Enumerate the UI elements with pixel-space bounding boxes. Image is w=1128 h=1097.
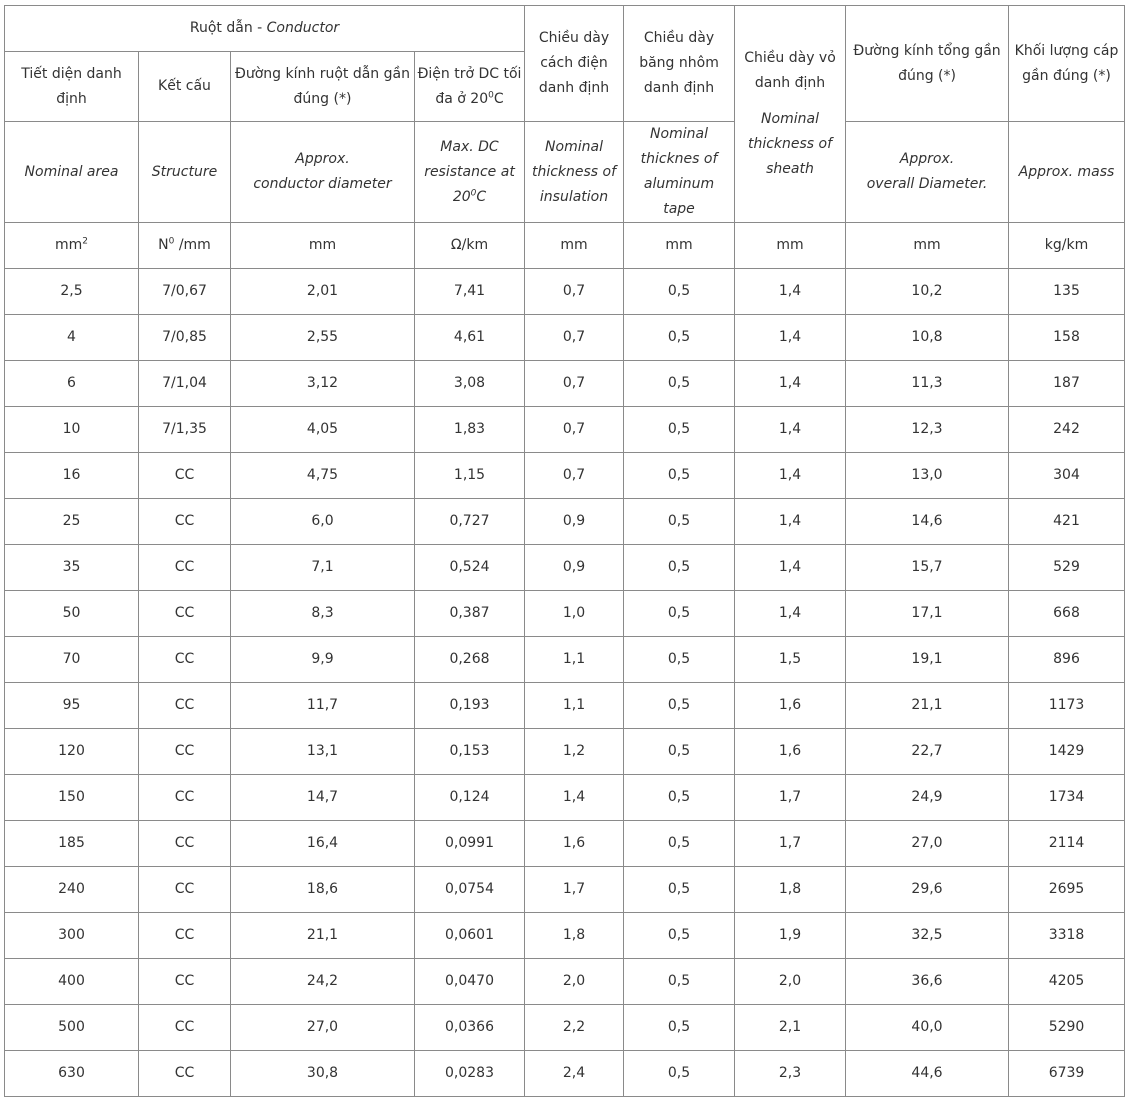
structure-cell: 7/1,35 bbox=[139, 407, 231, 453]
insulation-cell: 1,2 bbox=[525, 729, 624, 775]
insulation-cell: 0,7 bbox=[525, 407, 624, 453]
conductor-diameter-cell: 11,7 bbox=[231, 683, 415, 729]
conductor-diameter-cell: 18,6 bbox=[231, 867, 415, 913]
nominal-area-cell: 35 bbox=[5, 545, 139, 591]
mass-cell: 421 bbox=[1009, 499, 1125, 545]
structure-cell: CC bbox=[139, 591, 231, 637]
mass-cell: 529 bbox=[1009, 545, 1125, 591]
structure-unit: $N^0$ /mm bbox=[139, 223, 231, 269]
aluminum-tape-cell: 0,5 bbox=[624, 269, 735, 315]
overall-diameter-cell: 29,6 bbox=[846, 867, 1009, 913]
mass-cell: 242 bbox=[1009, 407, 1125, 453]
mass-cell: 896 bbox=[1009, 637, 1125, 683]
conductor-diameter-cell: 13,1 bbox=[231, 729, 415, 775]
mass-cell: 1429 bbox=[1009, 729, 1125, 775]
nominal-area-cell: 10 bbox=[5, 407, 139, 453]
table-row bbox=[5, 591, 1125, 637]
nominal-area-cell: 6 bbox=[5, 361, 139, 407]
dc-resistance-cell: 0,0991 bbox=[415, 821, 525, 867]
mass-cell: 668 bbox=[1009, 591, 1125, 637]
table-row bbox=[5, 361, 1125, 407]
nominal-area-cell: 630 bbox=[5, 1051, 139, 1097]
aluminum-tape-cell: 0,5 bbox=[624, 453, 735, 499]
insulation-cell: 1,1 bbox=[525, 637, 624, 683]
cable-spec-table bbox=[4, 5, 1125, 1097]
table-row bbox=[5, 775, 1125, 821]
insulation-cell: 0,7 bbox=[525, 361, 624, 407]
aluminum-tape-cell: 0,5 bbox=[624, 821, 735, 867]
structure-header-en: Structure bbox=[139, 122, 231, 223]
mass-cell: 1173 bbox=[1009, 683, 1125, 729]
conductor-diameter-header-en: Approx. conductor diameter bbox=[231, 122, 415, 223]
aluminum-tape-cell: 0,5 bbox=[624, 913, 735, 959]
nominal-area-cell: 120 bbox=[5, 729, 139, 775]
dc-resistance-cell: 0,124 bbox=[415, 775, 525, 821]
aluminum-tape-cell: 0,5 bbox=[624, 959, 735, 1005]
insulation-cell: 0,7 bbox=[525, 269, 624, 315]
table-row bbox=[5, 867, 1125, 913]
structure-cell: CC bbox=[139, 959, 231, 1005]
overall-diameter-cell: 44,6 bbox=[846, 1051, 1009, 1097]
mass-cell: 2114 bbox=[1009, 821, 1125, 867]
dc-resistance-header-vn: Điện trở DC tối đa ở $20^0C$ bbox=[415, 52, 525, 122]
overall-diameter-cell: 27,0 bbox=[846, 821, 1009, 867]
structure-cell: CC bbox=[139, 637, 231, 683]
structure-cell: 7/1,04 bbox=[139, 361, 231, 407]
nominal-area-header-vn: Tiết diện danh định bbox=[5, 52, 139, 122]
structure-header-vn: Kết cấu bbox=[139, 52, 231, 122]
nominal-area-cell: 2,5 bbox=[5, 269, 139, 315]
aluminum-tape-cell: 0,5 bbox=[624, 775, 735, 821]
sheath-cell: 2,1 bbox=[735, 1005, 846, 1051]
aluminum-tape-cell: 0,5 bbox=[624, 361, 735, 407]
table-row bbox=[5, 637, 1125, 683]
nominal-area-cell: 185 bbox=[5, 821, 139, 867]
aluminum-tape-cell: 0,5 bbox=[624, 499, 735, 545]
dc-resistance-cell: 0,524 bbox=[415, 545, 525, 591]
table-row bbox=[5, 683, 1125, 729]
structure-cell: CC bbox=[139, 867, 231, 913]
dc-resistance-cell: 0,0470 bbox=[415, 959, 525, 1005]
conductor-diameter-cell: 16,4 bbox=[231, 821, 415, 867]
aluminum-tape-cell: 0,5 bbox=[624, 637, 735, 683]
sheath-cell: 1,6 bbox=[735, 683, 846, 729]
conductor-diameter-cell: 8,3 bbox=[231, 591, 415, 637]
insulation-cell: 1,4 bbox=[525, 775, 624, 821]
conductor-diameter-cell: 2,55 bbox=[231, 315, 415, 361]
table-row bbox=[5, 913, 1125, 959]
mass-cell: 2695 bbox=[1009, 867, 1125, 913]
insulation-cell: 0,9 bbox=[525, 545, 624, 591]
overall-diameter-cell: 19,1 bbox=[846, 637, 1009, 683]
structure-cell: CC bbox=[139, 913, 231, 959]
insulation-cell: 1,1 bbox=[525, 683, 624, 729]
dc-resistance-header-en: Max. DC resistance at $20^0C$ bbox=[415, 122, 525, 223]
insulation-cell: 2,0 bbox=[525, 959, 624, 1005]
aluminum-tape-cell: 0,5 bbox=[624, 407, 735, 453]
mass-unit: kg/km bbox=[1009, 223, 1125, 269]
table-row bbox=[5, 821, 1125, 867]
aluminum-tape-cell: 0,5 bbox=[624, 683, 735, 729]
dc-resistance-cell: 0,387 bbox=[415, 591, 525, 637]
table-row bbox=[5, 407, 1125, 453]
sheath-cell: 2,0 bbox=[735, 959, 846, 1005]
sheath-cell: 1,4 bbox=[735, 591, 846, 637]
table-row bbox=[5, 269, 1125, 315]
overall-diameter-cell: 17,1 bbox=[846, 591, 1009, 637]
insulation-cell: 0,7 bbox=[525, 315, 624, 361]
nominal-area-cell: 150 bbox=[5, 775, 139, 821]
dc-resistance-cell: 0,153 bbox=[415, 729, 525, 775]
aluminum-tape-unit: mm bbox=[624, 223, 735, 269]
overall-diameter-unit: mm bbox=[846, 223, 1009, 269]
structure-cell: CC bbox=[139, 821, 231, 867]
table-row bbox=[5, 1005, 1125, 1051]
overall-diameter-header-vn: Đường kính tổng gần đúng (*) bbox=[846, 6, 1009, 122]
aluminum-tape-cell: 0,5 bbox=[624, 545, 735, 591]
dc-resistance-cell: 7,41 bbox=[415, 269, 525, 315]
aluminum-tape-cell: 0,5 bbox=[624, 1005, 735, 1051]
sheath-cell: 1,4 bbox=[735, 269, 846, 315]
structure-cell: CC bbox=[139, 683, 231, 729]
table-row bbox=[5, 545, 1125, 591]
structure-cell: CC bbox=[139, 499, 231, 545]
overall-diameter-cell: 32,5 bbox=[846, 913, 1009, 959]
conductor-diameter-cell: 27,0 bbox=[231, 1005, 415, 1051]
insulation-cell: 2,4 bbox=[525, 1051, 624, 1097]
structure-cell: CC bbox=[139, 1051, 231, 1097]
insulation-cell: 1,0 bbox=[525, 591, 624, 637]
sheath-header bbox=[735, 6, 846, 223]
mass-cell: 158 bbox=[1009, 315, 1125, 361]
conductor-diameter-cell: 3,12 bbox=[231, 361, 415, 407]
mass-cell: 135 bbox=[1009, 269, 1125, 315]
conductor-diameter-cell: 30,8 bbox=[231, 1051, 415, 1097]
insulation-unit: mm bbox=[525, 223, 624, 269]
aluminum-tape-cell: 0,5 bbox=[624, 729, 735, 775]
conductor-diameter-cell: 4,75 bbox=[231, 453, 415, 499]
sheath-cell: 1,7 bbox=[735, 821, 846, 867]
nominal-area-cell: 500 bbox=[5, 1005, 139, 1051]
insulation-cell: 1,8 bbox=[525, 913, 624, 959]
structure-cell: CC bbox=[139, 545, 231, 591]
dc-resistance-cell: 0,0283 bbox=[415, 1051, 525, 1097]
header-row-group bbox=[5, 6, 1125, 52]
sheath-cell: 1,6 bbox=[735, 729, 846, 775]
structure-cell: CC bbox=[139, 453, 231, 499]
mass-cell: 4205 bbox=[1009, 959, 1125, 1005]
overall-diameter-cell: 36,6 bbox=[846, 959, 1009, 1005]
conductor-diameter-cell: 24,2 bbox=[231, 959, 415, 1005]
overall-diameter-cell: 12,3 bbox=[846, 407, 1009, 453]
sheath-cell: 1,4 bbox=[735, 407, 846, 453]
conductor-diameter-cell: 9,9 bbox=[231, 637, 415, 683]
sheath-cell: 1,9 bbox=[735, 913, 846, 959]
conductor-diameter-cell: 6,0 bbox=[231, 499, 415, 545]
table-row bbox=[5, 729, 1125, 775]
nominal-area-cell: 70 bbox=[5, 637, 139, 683]
sheath-cell: 1,4 bbox=[735, 499, 846, 545]
sheath-header-vn: Chiều dày vỏ danh định bbox=[744, 50, 836, 91]
overall-diameter-cell: 10,2 bbox=[846, 269, 1009, 315]
structure-cell: CC bbox=[139, 729, 231, 775]
nominal-area-cell: 50 bbox=[5, 591, 139, 637]
mass-cell: 304 bbox=[1009, 453, 1125, 499]
table-row bbox=[5, 959, 1125, 1005]
overall-diameter-cell: 24,9 bbox=[846, 775, 1009, 821]
overall-diameter-cell: 22,7 bbox=[846, 729, 1009, 775]
aluminum-tape-cell: 0,5 bbox=[624, 1051, 735, 1097]
nominal-area-cell: 300 bbox=[5, 913, 139, 959]
sheath-cell: 1,7 bbox=[735, 775, 846, 821]
overall-diameter-cell: 15,7 bbox=[846, 545, 1009, 591]
overall-diameter-cell: 10,8 bbox=[846, 315, 1009, 361]
conductor-group-header bbox=[5, 6, 525, 52]
dc-resistance-cell: 0,193 bbox=[415, 683, 525, 729]
nominal-area-cell: 25 bbox=[5, 499, 139, 545]
dc-resistance-cell: 3,08 bbox=[415, 361, 525, 407]
table-row bbox=[5, 315, 1125, 361]
insulation-cell: 0,7 bbox=[525, 453, 624, 499]
dc-resistance-unit: Ω/km bbox=[415, 223, 525, 269]
dc-resistance-cell: 0,727 bbox=[415, 499, 525, 545]
nominal-area-header-en: Nominal area bbox=[5, 122, 139, 223]
conductor-diameter-unit: mm bbox=[231, 223, 415, 269]
aluminum-tape-cell: 0,5 bbox=[624, 867, 735, 913]
structure-cell: CC bbox=[139, 775, 231, 821]
table-row bbox=[5, 453, 1125, 499]
nominal-area-cell: 240 bbox=[5, 867, 139, 913]
dc-resistance-cell: 1,83 bbox=[415, 407, 525, 453]
insulation-header-vn: Chiều dày cách điện danh định bbox=[525, 6, 624, 122]
conductor-group-en: Conductor bbox=[266, 20, 340, 36]
aluminum-tape-header-vn: Chiều dày băng nhôm danh định bbox=[624, 6, 735, 122]
insulation-cell: 2,2 bbox=[525, 1005, 624, 1051]
nominal-area-cell: 4 bbox=[5, 315, 139, 361]
overall-diameter-cell: 13,0 bbox=[846, 453, 1009, 499]
dc-resistance-cell: 1,15 bbox=[415, 453, 525, 499]
mass-cell: 1734 bbox=[1009, 775, 1125, 821]
structure-cell: 7/0,67 bbox=[139, 269, 231, 315]
header-row-en bbox=[5, 122, 1125, 223]
conductor-group-vn: Ruột dẫn - bbox=[189, 20, 267, 36]
nominal-area-cell: 400 bbox=[5, 959, 139, 1005]
sheath-unit: mm bbox=[735, 223, 846, 269]
table-row bbox=[5, 499, 1125, 545]
conductor-diameter-cell: 4,05 bbox=[231, 407, 415, 453]
sheath-cell: 1,4 bbox=[735, 545, 846, 591]
dc-resistance-cell: 4,61 bbox=[415, 315, 525, 361]
mass-cell: 5290 bbox=[1009, 1005, 1125, 1051]
dc-resistance-cell: 0,0366 bbox=[415, 1005, 525, 1051]
dc-resistance-cell: 0,0601 bbox=[415, 913, 525, 959]
table-row bbox=[5, 1051, 1125, 1097]
nominal-area-unit: $mm^2$ bbox=[5, 223, 139, 269]
sheath-cell: 1,5 bbox=[735, 637, 846, 683]
nominal-area-cell: 16 bbox=[5, 453, 139, 499]
conductor-diameter-cell: 14,7 bbox=[231, 775, 415, 821]
insulation-cell: 0,9 bbox=[525, 499, 624, 545]
structure-cell: 7/0,85 bbox=[139, 315, 231, 361]
overall-diameter-cell: 21,1 bbox=[846, 683, 1009, 729]
nominal-area-cell: 95 bbox=[5, 683, 139, 729]
sheath-header-en: Nominal thickness of sheath bbox=[747, 111, 833, 177]
conductor-diameter-header-vn: Đường kính ruột dẫn gần đúng (*) bbox=[231, 52, 415, 122]
dc-resistance-cell: 0,0754 bbox=[415, 867, 525, 913]
sheath-cell: 1,4 bbox=[735, 315, 846, 361]
aluminum-tape-cell: 0,5 bbox=[624, 315, 735, 361]
sheath-cell: 2,3 bbox=[735, 1051, 846, 1097]
overall-diameter-header-en: Approx. overall Diameter. bbox=[846, 122, 1009, 223]
table-body bbox=[5, 6, 1125, 1097]
insulation-header-en: Nominal thickness of insulation bbox=[525, 122, 624, 223]
overall-diameter-cell: 40,0 bbox=[846, 1005, 1009, 1051]
mass-cell: 3318 bbox=[1009, 913, 1125, 959]
mass-cell: 6739 bbox=[1009, 1051, 1125, 1097]
aluminum-tape-cell: 0,5 bbox=[624, 591, 735, 637]
insulation-cell: 1,6 bbox=[525, 821, 624, 867]
overall-diameter-cell: 11,3 bbox=[846, 361, 1009, 407]
sheath-cell: 1,4 bbox=[735, 453, 846, 499]
units-row bbox=[5, 223, 1125, 269]
insulation-cell: 1,7 bbox=[525, 867, 624, 913]
aluminum-tape-header-en: Nominal thicknes of aluminum tape bbox=[624, 122, 735, 223]
conductor-diameter-cell: 21,1 bbox=[231, 913, 415, 959]
mass-cell: 187 bbox=[1009, 361, 1125, 407]
overall-diameter-cell: 14,6 bbox=[846, 499, 1009, 545]
mass-header-en: Approx. mass bbox=[1009, 122, 1125, 223]
mass-header-vn: Khối lượng cáp gần đúng (*) bbox=[1009, 6, 1125, 122]
sheath-cell: 1,8 bbox=[735, 867, 846, 913]
dc-resistance-cell: 0,268 bbox=[415, 637, 525, 683]
conductor-diameter-cell: 2,01 bbox=[231, 269, 415, 315]
sheath-cell: 1,4 bbox=[735, 361, 846, 407]
conductor-diameter-cell: 7,1 bbox=[231, 545, 415, 591]
structure-cell: CC bbox=[139, 1005, 231, 1051]
